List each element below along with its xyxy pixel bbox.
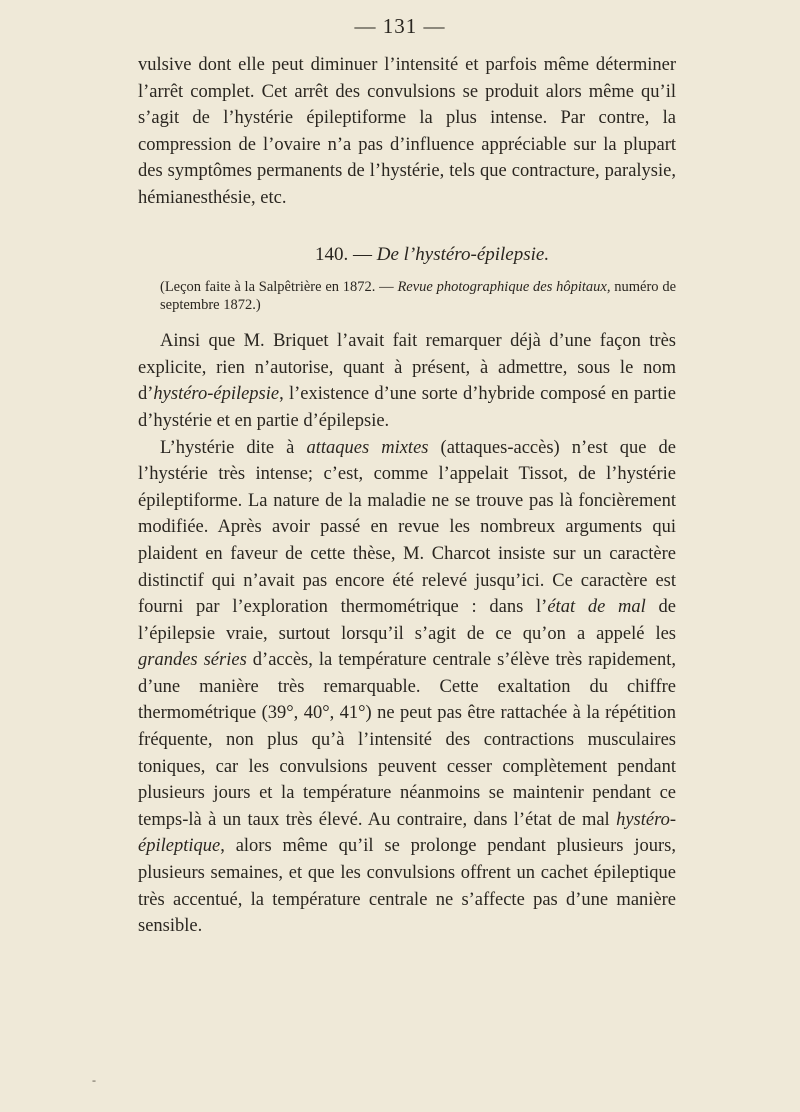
page-number: — 131 — (354, 14, 446, 38)
section-number: 140. (315, 243, 349, 265)
paragraph-mixtes-e: , alors même qu’il se prolonge pendant plusieurs jours, plusieurs semaines, et que les convulsions offrent un cachet épileptique très accentué, la température centrale ne s’affecte pas d’une manière sensible. (138, 836, 676, 937)
paragraph-continuation: vulsive dont elle peut diminuer l’intensité et parfois même déterminer l’arrêt complet. Cet arrêt des convulsions se produit alors même qu’il s’agit de l’hystérie épileptiforme la plus intense. Par contre, la compression de l’ovaire n’a pas d’influence appréciable sur la plupart des symptômes permanents de l’hystérie, tels que contracture, paralysie, hémianesthésie, etc. (138, 55, 676, 208)
paragraph-briquet-a: Ainsi que M. Briquet l’avait fait remarquer déjà d’une façon très explicite, rien n’autorise, quant à présent, à admettre, sous le nom d’ (138, 331, 676, 405)
margin-mark: - (92, 1073, 96, 1087)
paragraph-mixtes-b: (attaques-accès) n’est que de l’hystérie très intense; c’est, comme l’appelait Tissot, de l’hystérie épileptiforme. La nature de la maladie ne se trouve pas là foncièrement modifiée. Après avoir passé en revue les nombreux arguments qui plaident en faveur de cette thèse, M. Charcot insiste sur un caractère distinctif qui n’avait pas encore été relevé jusqu’ici. Ce caractère est fourni par l’exploration thermométrique : dans l’ (138, 437, 676, 618)
term-etat-de-mal: état de mal (547, 597, 646, 618)
term-hystero-epilepsie: hystéro-épilepsie (153, 384, 280, 405)
source-journal: Revue photographique des hôpitaux, (397, 279, 611, 296)
source-note-part-b: numéro de septembre 1872.) (160, 279, 677, 314)
paragraph-attaques-mixtes (138, 435, 676, 940)
paragraph-briquet-b: , l’existence d’une sorte d’hybride composé en partie d’hystérie et en partie d’épilepsie. (138, 384, 676, 431)
source-note-part-a: (Leçon faite à la Salpêtrière en 1872. — (160, 279, 398, 296)
section-title: De l’hystéro-épilepsie. (376, 243, 550, 265)
source-note (138, 278, 676, 314)
paragraph-mixtes-a: L’hystérie dite à (160, 437, 307, 458)
section-dash: — (348, 243, 377, 265)
paragraph-briquet (138, 328, 676, 434)
term-attaques-mixtes: attaques mixtes (306, 437, 429, 458)
paragraph-mixtes-c: de l’épilepsie vraie, surtout lorsqu’il s’agit de ce qu’on a appelé les (138, 597, 676, 644)
paragraph-mixtes-d: d’accès, la température centrale s’élève très rapidement, d’une manière très remarquable. Cette exaltation du chiffre thermométrique (39°, 40°, 41°) ne peut pas être rattachée à la répétition fréquente, non plus qu’à l’intensité des contractions musculaires toniques, car les convulsions peuvent cesser complètement pendant plusieurs jours et la température néanmoins se maintenir pendant ce temps-là à un taux très élevé. Au contraire, dans l’état de mal (138, 650, 676, 830)
term-hystero-epileptique: hystéro-épileptique (138, 809, 676, 857)
section-heading (138, 242, 676, 269)
text-column (138, 52, 676, 940)
term-grandes-series: grandes séries (138, 650, 247, 671)
